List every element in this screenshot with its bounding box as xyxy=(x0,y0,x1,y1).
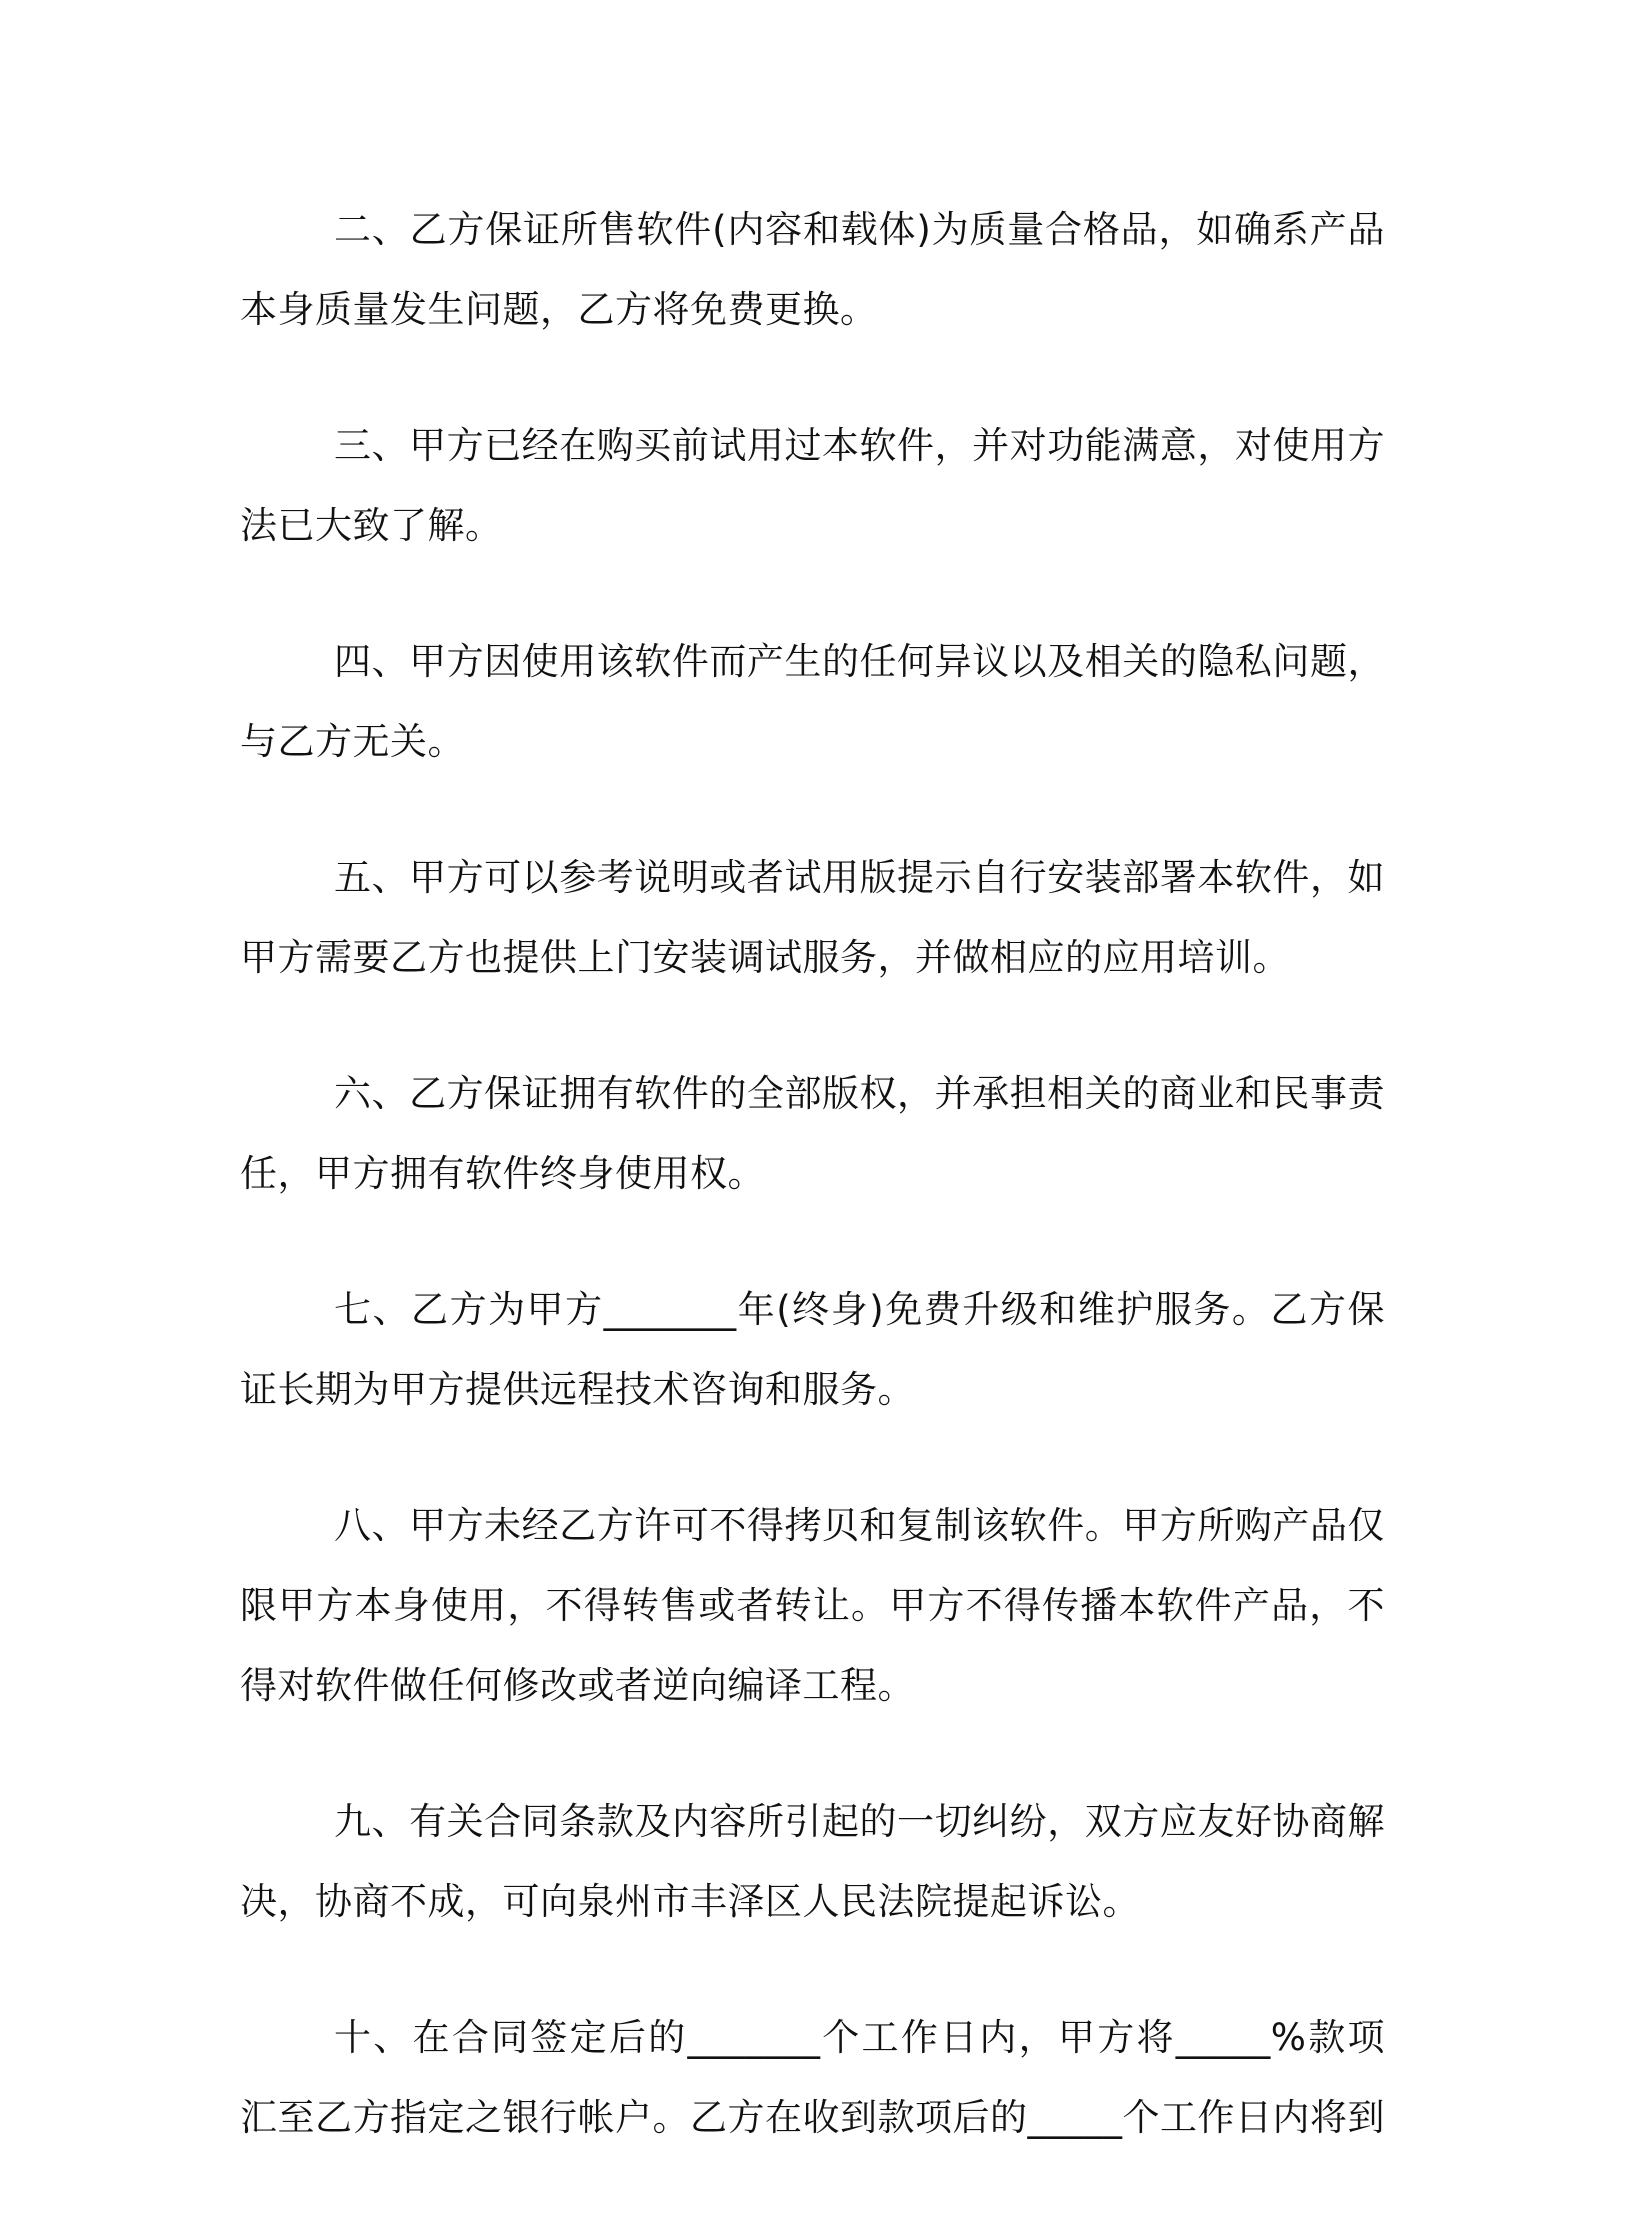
clause-3: 三、甲方已经在购买前试用过本软件，并对功能满意，对使用方法已大致了解。 xyxy=(240,424,1385,547)
clause-10: 十、在合同签定后的_______个工作日内，甲方将_____%款项汇至乙方指定之银行帐户。乙方在收到款项后的_____个工作日内将到 xyxy=(240,2016,1385,2139)
clause-5: 五、甲方可以参考说明或者试用版提示自行安装部署本软件，如甲方需要乙方也提供上门安装调试服务，并做相应的应用培训。 xyxy=(240,856,1385,979)
clause-7: 七、乙方为甲方_______年(终身)免费升级和维护服务。乙方保证长期为甲方提供远程技术咨询和服务。 xyxy=(240,1288,1385,1411)
clause-8: 八、甲方未经乙方许可不得拷贝和复制该软件。甲方所购产品仅限甲方本身使用，不得转售或者转让。甲方不得传播本软件产品，不得对软件做任何修改或者逆向编译工程。 xyxy=(240,1504,1385,1707)
clause-9: 九、有关合同条款及内容所引起的一切纠纷，双方应友好协商解决，协商不成，可向泉州市丰泽区人民法院提起诉讼。 xyxy=(240,1800,1385,1923)
clause-6: 六、乙方保证拥有软件的全部版权，并承担相关的商业和民事责任，甲方拥有软件终身使用权。 xyxy=(240,1072,1385,1195)
clause-4: 四、甲方因使用该软件而产生的任何异议以及相关的隐私问题，与乙方无关。 xyxy=(240,640,1385,763)
clause-2: 二、乙方保证所售软件(内容和载体)为质量合格品，如确系产品本身质量发生问题，乙方将免费更换。 xyxy=(240,208,1385,331)
document-body xyxy=(240,190,1385,2214)
